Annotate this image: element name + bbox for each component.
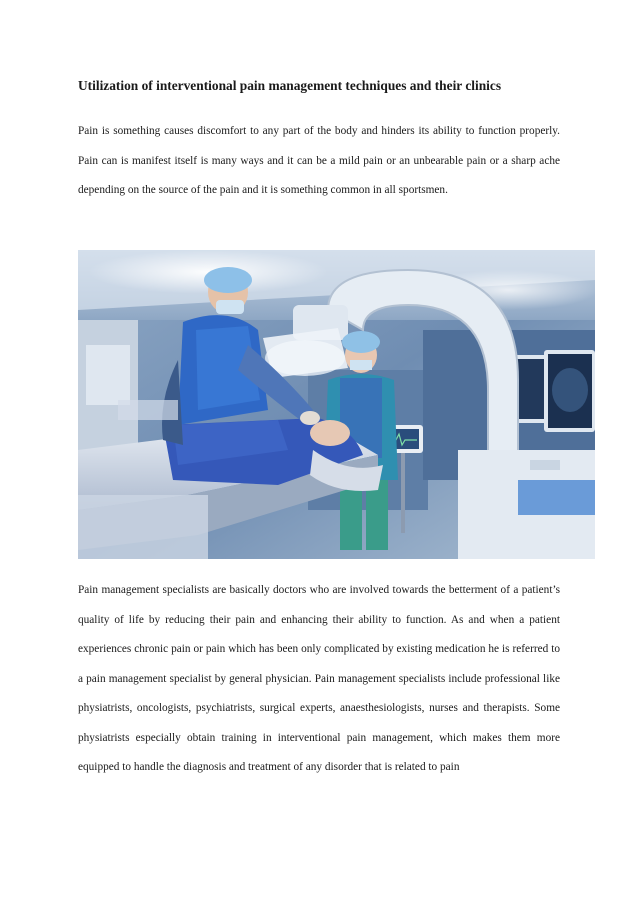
document-title: Utilization of interventional pain management techniques and their clinics — [78, 78, 502, 93]
procedure-room-photo — [78, 250, 595, 559]
body-paragraph-1: Pain is something causes discomfort to any part of the body and hinders its ability to function properly. Pain can is manifest itself is many ways and it can be a mild pain or an unbearable pain or a sharp ache depending on the source of the pain and it is something common in all sportsmen. — [78, 125, 560, 196]
body-paragraph-2: Pain management specialists are basically doctors who are involved towards the betterment of a patient’s quality of life by reducing their pain and enhancing their ability to function. As and when a patient experiences chronic pain or pain which has been only complicated by existing medication he is referred to a pain management specialist by general physician. Pain management specialists include professional like physiatrists, oncologists, psychiatrists, surgical experts, anaesthesiologists, nurses and therapists. Some physiatrists especially obtain training in interventional pain management, which makes them more equipped to handle the diagnosis and treatment of any disorder that is related to pain — [78, 584, 560, 773]
procedure-room-illustration — [78, 250, 595, 559]
